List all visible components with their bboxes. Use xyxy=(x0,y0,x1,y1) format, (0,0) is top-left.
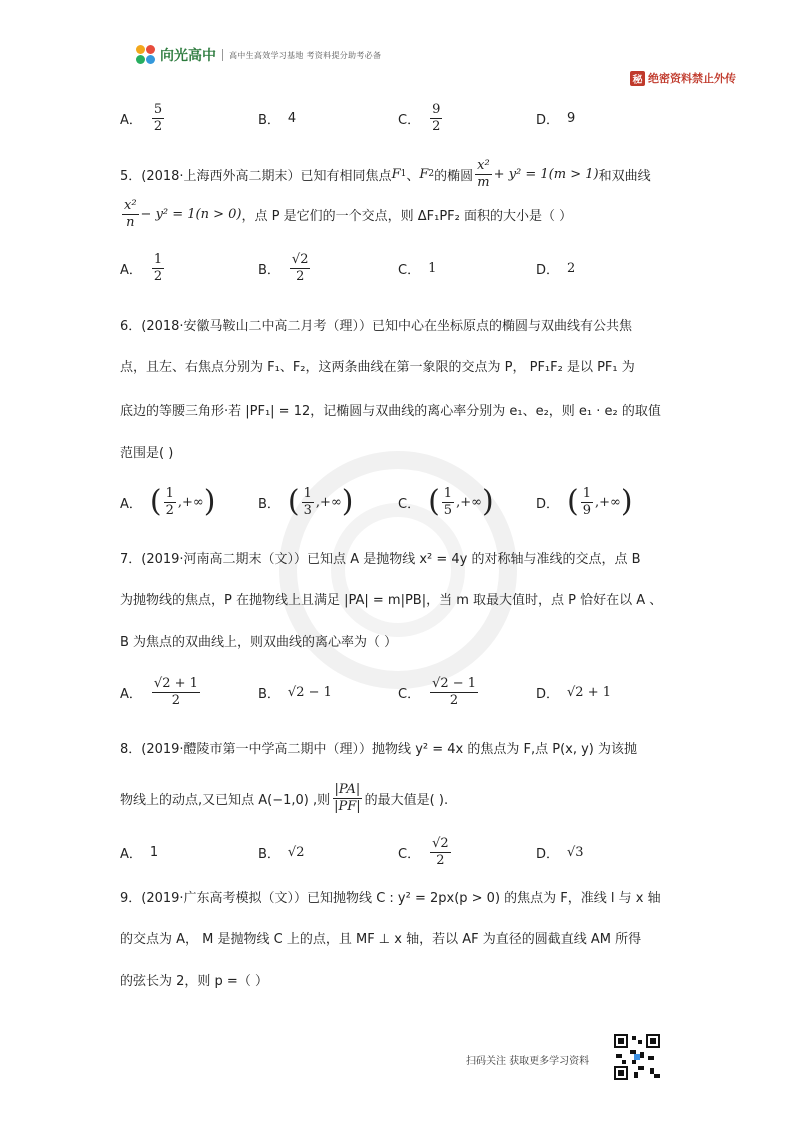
q5-option-b[interactable]: B． $\frac{√2}{2}$ xyxy=(258,251,309,284)
qr-code-icon[interactable] xyxy=(612,1032,662,1082)
q6-options xyxy=(120,482,680,522)
q4-options xyxy=(120,98,680,138)
watermark-logo-icon xyxy=(268,440,528,700)
q6-stem-line-4: 范围是( ) xyxy=(120,445,174,461)
q7-option-c[interactable]: C． $\frac{√2 - 1}{2}$ xyxy=(398,675,477,708)
q9-stem-line-2: 的交点为 A， M 是抛物线 C 上的点，且 MF ⊥ x 轴，若以 AF 为直径的圆截直线 AM 所得 xyxy=(120,931,642,947)
fraction: $\frac{1}{5}$ xyxy=(443,485,453,518)
q5-stem-line-1: 5．(2018·上海西外高二期末）已知有相同焦点 F 1 、 F 2 的椭圆 $\frac{\text{x²}}{m}$ + y² = 1(m > 1) 和双曲线 xyxy=(120,157,651,190)
q8-stem-line-1: 8．(2019·醴陵市第一中学高二期中（理））抛物线 y² = 4x 的焦点为 F,点 P(x, y) 为该抛 xyxy=(120,741,637,757)
fraction: $\frac{√2 - 1}{2}$ xyxy=(432,675,477,708)
q4-option-a[interactable]: A． $\frac{5}{2}$ xyxy=(120,101,163,134)
q8-option-d[interactable]: D． √3 xyxy=(536,844,584,862)
q6-stem-line-3: 底边的等腰三角形·若 |PF₁| = 12，记椭圆与双曲线的离心率分别为 e₁、e₂，则 e₁ · e₂ 的取值 xyxy=(120,403,661,419)
q7-stem-line-2: 为抛物线的焦点，P 在抛物线上且满足 |PA| = m|PB|，当 m 取最大值时，点 P 恰好在以 A 、 xyxy=(120,592,663,608)
q7-option-d[interactable]: D． √2 + 1 xyxy=(536,684,611,702)
brand-slogan: 高中生高效学习基地 考资料提分助考必备 xyxy=(229,50,382,60)
q5-option-a[interactable]: A． $\frac{1}{2}$ xyxy=(120,251,163,284)
fraction: $\frac{√2}{2}$ xyxy=(291,251,309,284)
fraction: $\frac{√2}{2}$ xyxy=(432,835,449,868)
fraction: $\frac{1}{2}$ xyxy=(165,485,174,518)
page-header xyxy=(136,41,381,69)
q5-options xyxy=(120,248,680,288)
brand-name: 向光高中 xyxy=(160,48,216,64)
footer-text: 扫码关注 获取更多学习资料 xyxy=(466,1056,590,1067)
q8-option-b[interactable]: B． √2 xyxy=(258,844,305,862)
logo-icon xyxy=(136,45,156,65)
fraction: $\frac{1}{2}$ xyxy=(153,251,163,284)
confidential-label: 绝密资料禁止外传 xyxy=(648,72,736,85)
q5-option-d[interactable]: D． 2 xyxy=(536,260,576,278)
fraction: $\frac{\text{x²}}{n}$ xyxy=(124,197,137,230)
q8-stem-line-2: 物线上的动点,又已知点 A(−1,0) ,则 $\frac{|PA|}{|PF|}$ 的最大值是( ). xyxy=(120,781,449,814)
q9-stem-line-3: 的弦长为 2，则 p =（ ） xyxy=(120,973,268,989)
q8-option-c[interactable]: C． $\frac{√2}{2}$ xyxy=(398,835,449,868)
fraction: $\frac{√2 + 1}{2}$ xyxy=(153,675,198,708)
q7-option-b[interactable]: B． √2 − 1 xyxy=(258,684,332,702)
q5-stem-line-2: $\frac{\text{x²}}{n}$ − y² = 1(n > 0) ，点 P 是它们的一个交点，则 ΔF₁PF₂ 面积的大小是（ ） xyxy=(124,197,573,230)
q4-option-d[interactable]: D． 9 xyxy=(536,110,576,128)
q6-stem-line-2: 点，且左、右焦点分别为 F₁、F₂，这两条曲线在第一象限的交点为 P， PF₁F₂ 是以 PF₁ 为 xyxy=(120,359,635,375)
q7-options xyxy=(120,672,680,712)
fraction: $\frac{1}{9}$ xyxy=(582,485,592,518)
q4-option-b[interactable]: B． 4 xyxy=(258,110,297,128)
q7-stem-line-1: 7．(2019·河南高二期末（文））已知点 A 是抛物线 x² = 4y 的对称轴与准线的交点，点 B xyxy=(120,551,641,567)
q6-option-c[interactable]: C． ( $\frac{1}{5}$ ,+∞ ) xyxy=(398,484,494,519)
q5-option-c[interactable]: C． 1 xyxy=(398,260,437,278)
seal-icon: 秘 xyxy=(630,71,645,86)
q8-option-a[interactable]: A． 1 xyxy=(120,844,159,862)
fraction: $\frac{1}{3}$ xyxy=(303,485,312,518)
q6-option-d[interactable]: D． ( $\frac{1}{9}$ ,+∞ ) xyxy=(536,484,633,519)
q6-option-b[interactable]: B． ( $\frac{1}{3}$ ,+∞ ) xyxy=(258,484,354,519)
header-divider xyxy=(222,49,223,61)
q7-stem-line-3: B 为焦点的双曲线上，则双曲线的离心率为（ ） xyxy=(120,634,398,650)
fraction: $\frac{\text{x²}}{m}$ xyxy=(477,157,490,190)
fraction: $\frac{9}{2}$ xyxy=(432,101,441,134)
q9-stem-line-1: 9．(2019·广东高考模拟（文））已知抛物线 C : y² = 2px(p > 0) 的焦点为 F，准线 l 与 x 轴 xyxy=(120,890,661,906)
q4-option-c[interactable]: C． $\frac{9}{2}$ xyxy=(398,101,441,134)
q6-option-a[interactable]: A． ( $\frac{1}{2}$ ,+∞ ) xyxy=(120,484,216,519)
fraction: $\frac{|PA|}{|PF|}$ xyxy=(334,781,361,814)
confidential-badge xyxy=(630,70,736,86)
q8-options xyxy=(120,832,680,872)
fraction: $\frac{5}{2}$ xyxy=(153,101,163,134)
q7-option-a[interactable]: A． $\frac{√2 + 1}{2}$ xyxy=(120,675,198,708)
q6-stem-line-1: 6．(2018·安徽马鞍山二中高二月考（理））已知中心在坐标原点的椭圆与双曲线有公共焦 xyxy=(120,318,633,334)
